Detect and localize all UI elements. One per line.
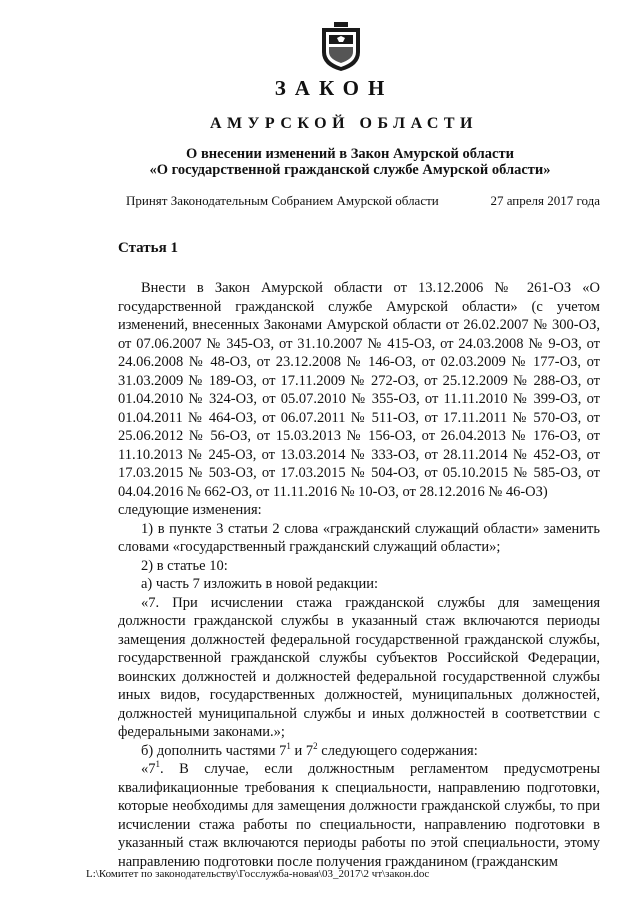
item-1: 1) в пункте 3 статьи 2 слова «гражданский служащий области» заменить словами «государственный гражданский служащий области»; [118, 520, 600, 555]
subtitle-line-2: «О государственной гражданской службе Амурской области» [149, 162, 551, 178]
adopted-date: 27 апреля 2017 года [490, 193, 600, 208]
law-title: ЗАКОН [274, 76, 394, 100]
region-title: АМУРСКОЙ ОБЛАСТИ [210, 115, 478, 132]
item-2b: б) дополнить частями $7^1$ и $7^2$ следующего содержания: [141, 740, 478, 759]
part-7: «7. При исчислении стажа гражданской службы для замещения должности гражданской службы в указанный стаж включаются периоды замещения должностей федеральной государственной гражданской службы, государственной гражданской службы субъектов Российской Федерации, воинских должностей и должностей федеральной государственной службы иных видов, государственных должностей, муниципальных должностей, должностей муниципальной службы и иных должностей в соответствии с федеральными законами.»; [118, 594, 600, 740]
article-body [118, 279, 600, 871]
part-7-1: «$7^1$. В случае, если должностным регламентом предусмотрены квалификационные требования к специальности, направлению подготовки, которые необходимы для замещения должности гражданской службы, то при исчислении стажа работы по специальности, направлению подготовки в указанный стаж включаются периоды работы по этой специальности, этому направлению подготовки после получения гражданином (гражданским [118, 759, 600, 870]
subtitle-line-1: О внесении изменений в Закон Амурской области [186, 146, 514, 162]
intro-end: следующие изменения: [118, 502, 262, 518]
item-2: 2) в статье 10: [141, 557, 228, 574]
coat-of-arms-icon [318, 22, 364, 72]
adopted-by: Принят Законодательным Собранием Амурской области [126, 193, 439, 208]
adoption-line [126, 193, 600, 209]
article-heading: Статья 1 [118, 240, 178, 256]
intro-paragraph: Внести в Закон Амурской области от 13.12.2006 № 261-ОЗ «О государственной гражданской службе Амурской области» (с учетом изменений, внесенных Законами Амурской области от 26.02.2007 № 300-ОЗ, от 07.06.2007 № 345-ОЗ, от 31.10.2007 № 415-ОЗ, от 24.03.2008 № 9-ОЗ, от 24.06.2008 № 48-ОЗ, от 23.12.2008 № 146-ОЗ, от 02.03.2009 № 177-ОЗ, от 31.03.2009 № 189-ОЗ, от 17.11.2009 № 272-ОЗ, от 25.12.2009 № 288-ОЗ, от 01.04.2010 № 324-ОЗ, от 05.07.2010 № 355-ОЗ, от 11.11.2010 № 399-ОЗ, от 01.04.2011 № 464-ОЗ, от 06.07.2011 № 511-ОЗ, от 17.11.2011 № 570-ОЗ, от 25.06.2012 № 56-ОЗ, от 15.03.2013 № 156-ОЗ, от 26.04.2013 № 176-ОЗ, от 11.10.2013 № 245-ОЗ, от 13.03.2014 № 333-ОЗ, от 28.11.2014 № 452-ОЗ, от 17.03.2015 № 503-ОЗ, от 17.03.2015 № 504-ОЗ, от 05.10.2015 № 585-ОЗ, от 04.04.2016 № 662-ОЗ, от 11.11.2016 № 10-ОЗ, от 28.12.2016 № 46-ОЗ) [118, 280, 600, 500]
file-path-footer: L:\Комитет по законодательству\Госслужба-новая\03_2017\2 чт\закон.doc [86, 868, 430, 880]
item-2a: а) часть 7 изложить в новой редакции: [141, 576, 378, 592]
law-subtitle [110, 146, 590, 178]
